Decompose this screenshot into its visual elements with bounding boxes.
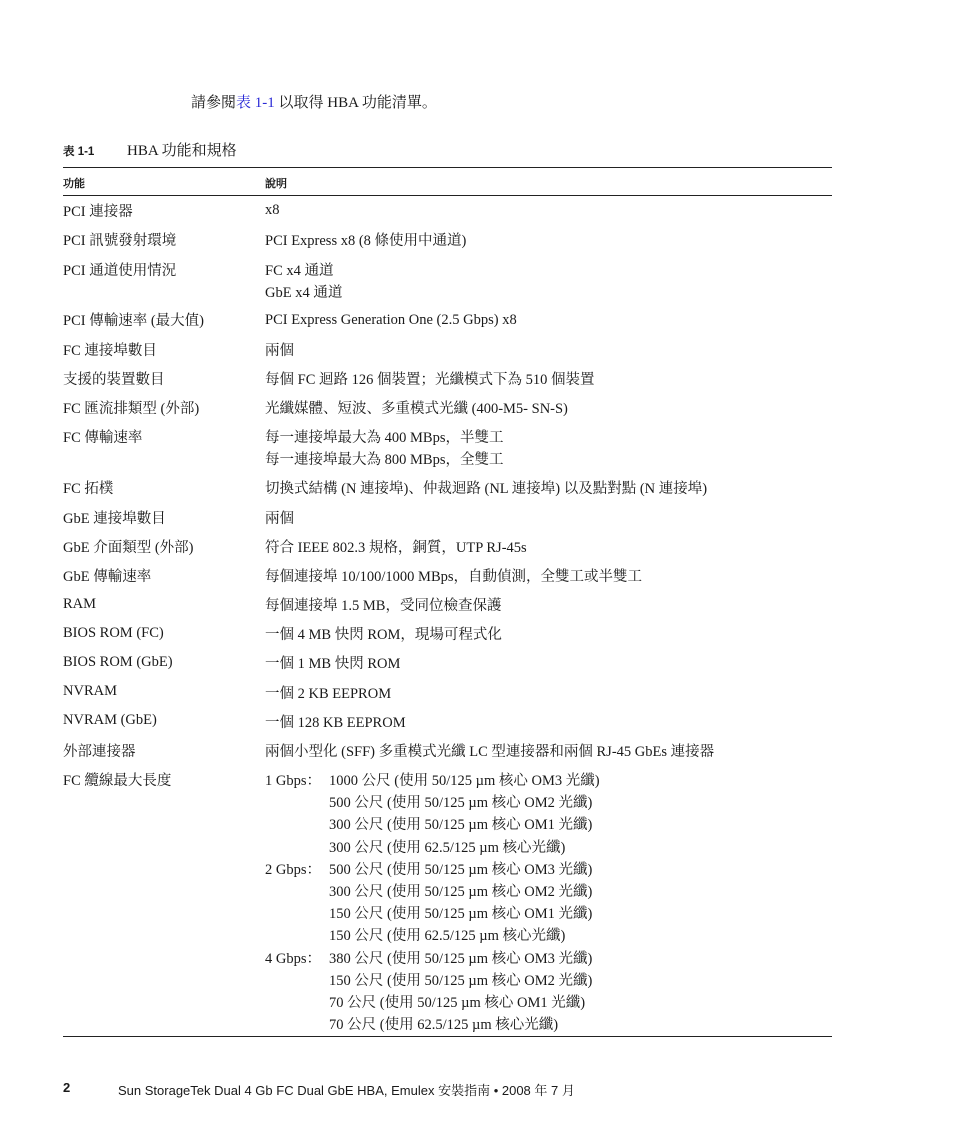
intro-after: 以取得 HBA 功能清單。: [274, 95, 437, 111]
row-feature: FC 纜線最大長度: [63, 773, 172, 789]
speed-label: 2 Gbps：: [265, 861, 321, 878]
row-description: 兩個: [265, 511, 294, 527]
row-feature: PCI 傳輸速率 (最大值): [63, 313, 204, 329]
header-rule: [63, 195, 832, 196]
row-description: 每一連接埠最大為 400 MBps，半雙工 每一連接埠最大為 800 MBps，全雙工: [265, 430, 504, 468]
row-description: 兩個: [265, 343, 294, 359]
table-caption: [63, 139, 237, 160]
row-feature: 支援的裝置數目: [63, 372, 165, 388]
cable-length-description: 1 Gbps： 1000 公尺 (使用 50/125 µm 核心 OM3 光纖) 500 公尺 (使用 50/125 µm 核心 OM2 光纖) 300 公尺 (使用 50/125 µm 核心 OM1 光纖) 300 公尺 (使用 62.5/125 µm 核心光纖) 2 Gbps： 500 公尺 (使用 50/125 µm 核心 OM3 光纖) 300 公尺 (使用 50/125 µm 核心 OM2 光纖) 150 公尺 (使用 50/125 µm 核心 OM1 光纖) 150 公尺 (使用 62.5/125 µm 核心光纖) 4 Gbps： 380 公尺 (使用 50/125 µm 核心 OM3 光纖) 150 公尺 (使用 50/125 µm 核心 OM2 光纖) 70 公尺 (使用 50/125 µm 核心 OM1 光纖) 70 公尺 (使用 62.5/125 µm 核心光纖): [265, 770, 600, 1036]
row-feature: FC 連接埠數目: [63, 343, 157, 359]
row-feature: PCI 連接器: [63, 204, 133, 220]
row-feature: FC 拓樸: [63, 481, 114, 497]
row-feature: GbE 介面類型 (外部): [63, 540, 194, 556]
table-reference-link[interactable]: 表 1-1: [236, 95, 275, 111]
table-top-rule: [63, 167, 832, 168]
speed-group: 2 Gbps： 500 公尺 (使用 50/125 µm 核心 OM3 光纖): [265, 859, 600, 881]
row-description: 一個 2 KB EEPROM: [265, 686, 392, 702]
speed-label: 4 Gbps：: [265, 950, 321, 967]
page-number: 2: [63, 1080, 71, 1095]
header-description: 說明: [265, 178, 287, 190]
row-feature: 外部連接器: [63, 744, 136, 760]
table-title: HBA 功能和規格: [127, 143, 237, 159]
speed-label: 1 Gbps：: [265, 773, 321, 789]
row-description: 切換式結構 (N 連接埠)、仲裁迴路 (NL 連接埠) 以及點對點 (N 連接埠): [265, 481, 708, 497]
table-number: 表 1-1: [63, 146, 95, 158]
footer-text: Sun StorageTek Dual 4 Gb FC Dual GbE HBA, Emulex 安裝指南 • 2008 年 7 月: [118, 1083, 575, 1098]
row-feature: GbE 傳輸速率: [63, 569, 152, 585]
intro-paragraph: [191, 92, 437, 114]
row-feature: RAM: [63, 596, 97, 612]
row-description: FC x4 通道 GbE x4 通道: [265, 263, 343, 301]
row-feature: NVRAM (GbE): [63, 712, 157, 728]
row-feature: GbE 連接埠數目: [63, 511, 166, 527]
row-feature: PCI 訊號發射環境: [63, 233, 177, 249]
row-description: 每個連接埠 10/100/1000 MBps，自動偵測，全雙工或半雙工: [265, 569, 643, 585]
table-bottom-rule: [63, 1036, 832, 1037]
row-feature: BIOS ROM (FC): [63, 625, 164, 641]
row-description: 每個連接埠 1.5 MB，受同位檢查保護: [265, 598, 502, 614]
row-description: 一個 1 MB 快閃 ROM: [265, 656, 401, 672]
row-description: 一個 128 KB EEPROM: [265, 715, 406, 731]
speed-group: 4 Gbps： 380 公尺 (使用 50/125 µm 核心 OM3 光纖): [265, 948, 600, 970]
row-description: PCI Express x8 (8 條使用中通道): [265, 233, 467, 249]
row-description: PCI Express Generation One (2.5 Gbps) x8: [265, 312, 517, 328]
row-description: 一個 4 MB 快閃 ROM，現場可程式化: [265, 627, 502, 643]
intro-before: 請參閱: [191, 95, 237, 111]
speed-group: 1 Gbps： 1000 公尺 (使用 50/125 µm 核心 OM3 光纖): [265, 770, 600, 792]
header-feature: 功能: [63, 178, 85, 190]
row-feature: FC 傳輸速率: [63, 430, 143, 446]
row-description: 符合 IEEE 802.3 規格，銅質，UTP RJ-45s: [265, 540, 527, 556]
row-feature: FC 匯流排類型 (外部): [63, 401, 200, 417]
row-description: 每個 FC 迴路 126 個裝置；光纖模式下為 510 個裝置: [265, 372, 595, 388]
row-description: 光纖媒體、短波、多重模式光纖 (400-M5- SN-S): [265, 401, 568, 417]
row-feature: BIOS ROM (GbE): [63, 654, 173, 670]
row-feature: PCI 通道使用情況: [63, 263, 177, 279]
row-feature: NVRAM: [63, 683, 117, 699]
row-description: 兩個小型化 (SFF) 多重模式光纖 LC 型連接器和兩個 RJ-45 GbEs 連接器: [265, 744, 715, 760]
row-description: x8: [265, 202, 280, 218]
